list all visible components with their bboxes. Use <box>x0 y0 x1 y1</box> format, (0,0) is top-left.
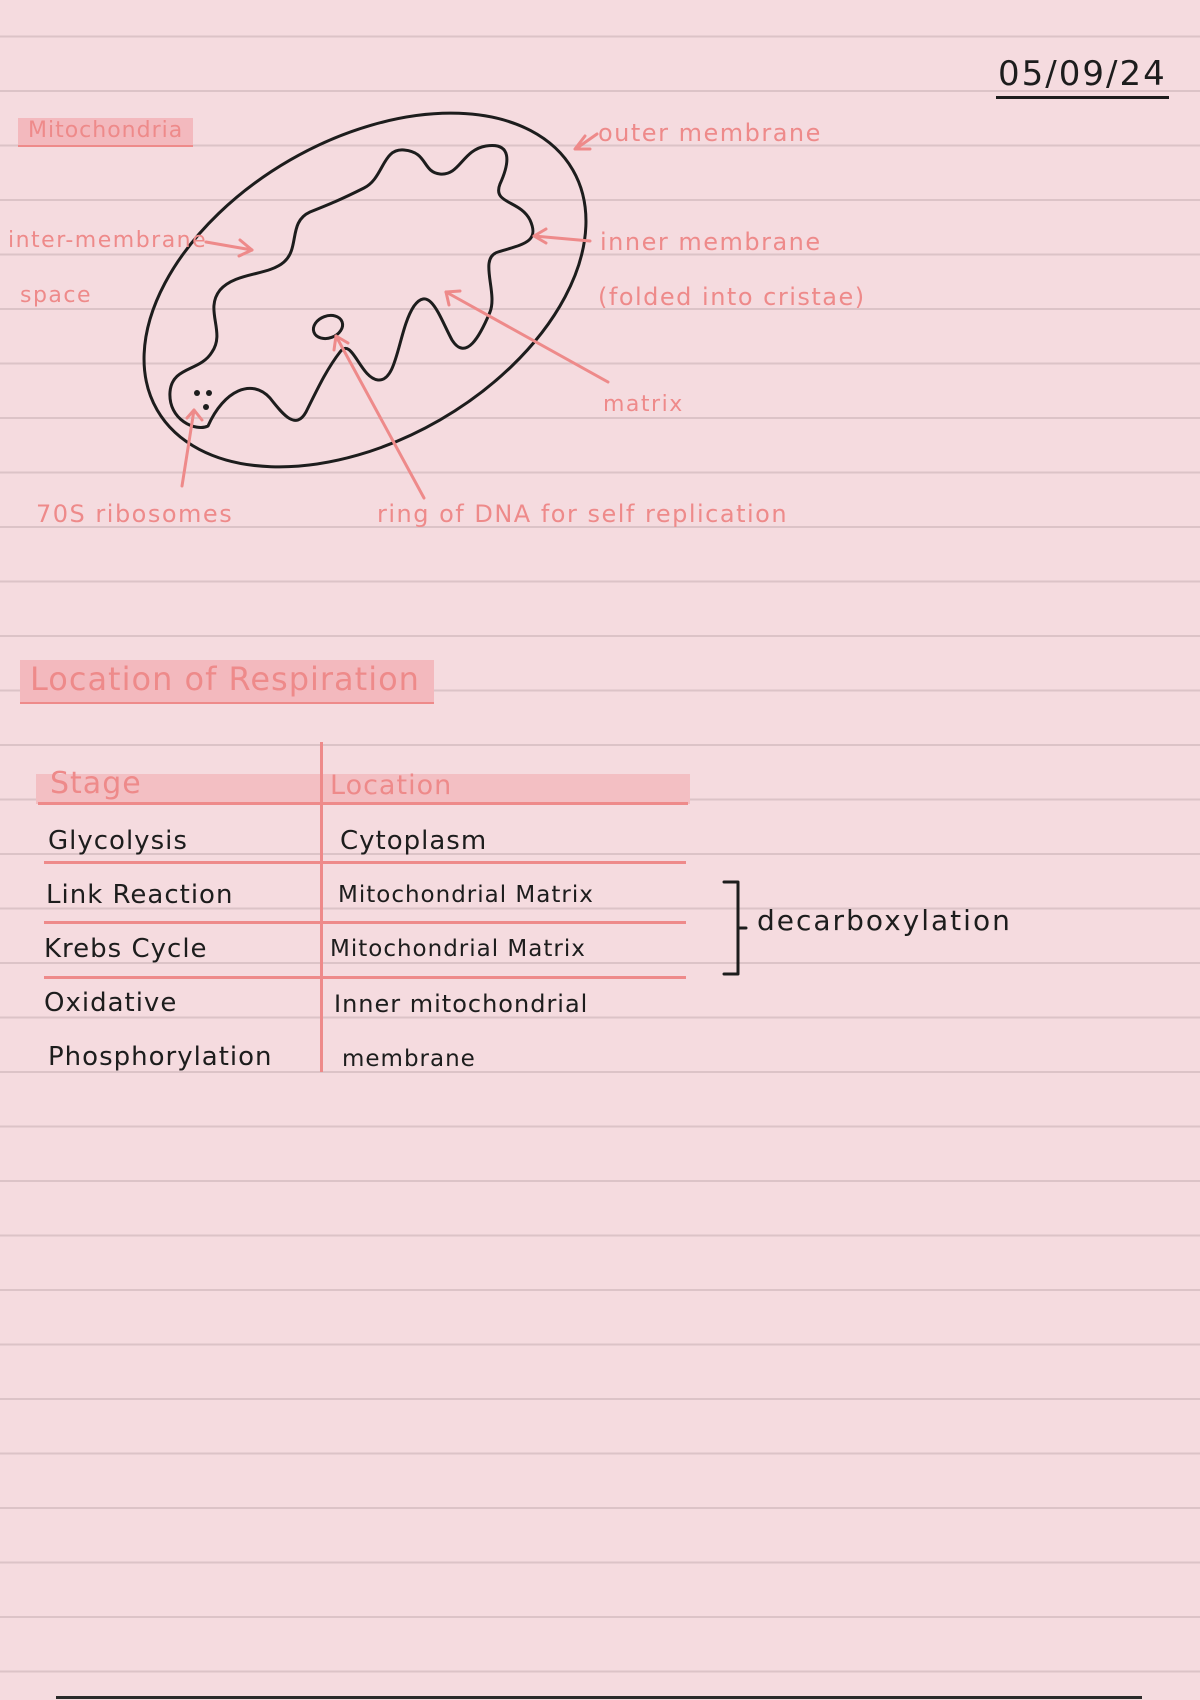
table-cell-location: Mitochondrial Matrix <box>338 882 594 908</box>
outer-membrane-shape <box>82 40 648 540</box>
matrix-label: matrix <box>603 392 684 417</box>
table-header-underline <box>38 802 688 805</box>
table-cell-stage: Oxidative <box>44 988 178 1018</box>
table-cell-stage: Link Reaction <box>46 880 234 910</box>
ribosome-dot <box>194 390 200 396</box>
respiration-heading: Location of Respiration <box>20 660 434 704</box>
outer-membrane-label: outer membrane <box>598 119 822 147</box>
table-row-divider <box>44 976 686 979</box>
table-row-divider <box>44 861 686 864</box>
inner-membrane-shape <box>170 145 533 427</box>
table-row-divider <box>44 921 686 924</box>
mitochondria-heading: Mitochondria <box>18 118 193 147</box>
bracket-shape <box>720 878 760 978</box>
table-cell-stage: Glycolysis <box>48 826 188 856</box>
ribosomes-label: 70S ribosomes <box>36 500 234 528</box>
page-bottom-rule <box>56 1696 1142 1699</box>
table-cell-location: membrane <box>342 1046 476 1072</box>
dna-label: ring of DNA for self replication <box>377 500 789 528</box>
ribosome-dot <box>206 390 212 396</box>
table-header-location: Location <box>330 770 453 801</box>
table-cell-location: Inner mitochondrial <box>334 990 589 1018</box>
ribosome-dot <box>203 404 209 410</box>
intermembrane-label-line2: space <box>20 283 93 308</box>
mitochondrion-diagram <box>0 0 1200 560</box>
table-cell-location: Cytoplasm <box>340 826 488 856</box>
table-column-divider <box>320 742 323 1072</box>
table-header-stage: Stage <box>50 766 142 801</box>
table-cell-stage: Krebs Cycle <box>44 934 208 964</box>
dna-arrow <box>336 336 424 498</box>
table-cell-stage: Phosphorylation <box>48 1042 273 1072</box>
note-date: 05/09/24 <box>996 54 1169 99</box>
intermembrane-label-line1: inter-membrane <box>8 228 208 253</box>
cristae-note-label: (folded into cristae) <box>598 283 866 311</box>
matrix-arrow <box>446 292 608 382</box>
table-cell-location: Mitochondrial Matrix <box>330 936 586 962</box>
inner-membrane-label: inner membrane <box>600 228 822 256</box>
decarboxylation-note: decarboxylation <box>757 904 1012 937</box>
